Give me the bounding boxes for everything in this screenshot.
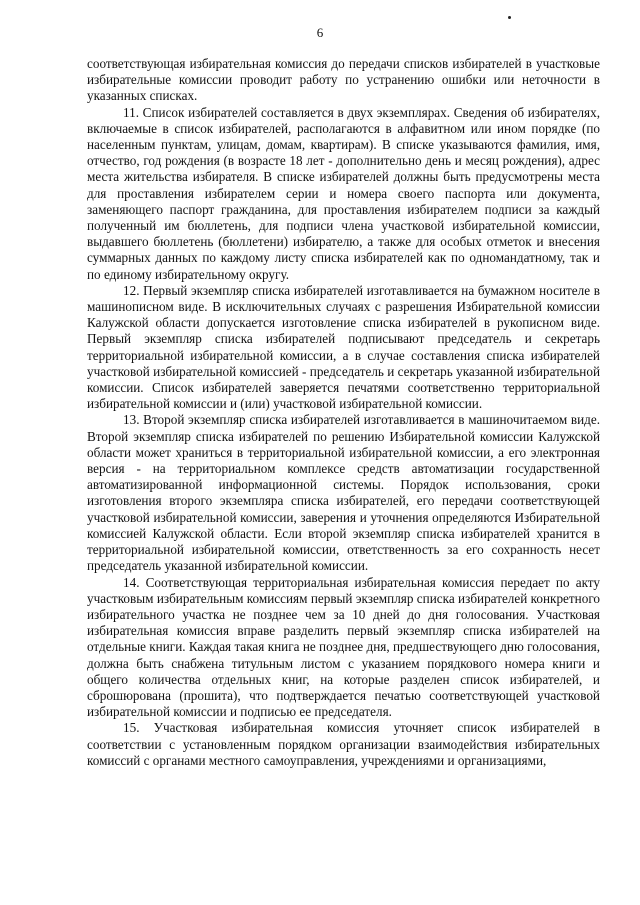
document-body	[87, 56, 600, 769]
page-number: 6	[316, 25, 324, 40]
paragraph-14: 14. Соответствующая территориальная избирательная комиссия передает по акту участковым избирательным комиссиям первый экземпляр списка избирателей конкретного избирательного участка не позднее чем за 10 дней до дня голосования. Участковая избирательная комиссия вправе разделить первый экземпляр списка избирателей на отдельные книги. Каждая такая книга не позднее дня, предшествующего дню голосования, должна быть снабжена титульным листом с указанием порядкового номера книги и общего количества отдельных книг, на которые разделен список избирателей, и сброшюрована (прошита), что подтверждается печатью соответствующей участковой избирательной комиссии и подписью ее председателя.	[87, 574, 600, 720]
paragraph-continuation: соответствующая избирательная комиссия до передачи списков избирателей в участковые избирательные комиссии проводит работу по устранению ошибки или неточности в указанных списках.	[87, 56, 600, 104]
paragraph-15: 15. Участковая избирательная комиссия уточняет список избирателей в соответствии с установленным порядком организации взаимодействия избирательных комиссий с органами местного самоуправления, учреждениями и организациями,	[87, 720, 600, 768]
paragraph-13: 13. Второй экземпляр списка избирателей изготавливается в машиночитаемом виде. Второй экземпляр списка избирателей по решению Избирательной комиссии Калужской области может храниться в территориальной избирательной комиссии, а его электронная версия - на территориальном комплексе средств автоматизации государственной автоматизированной информационной системы. Порядок использования, сроки изготовления второго экземпляра списка избирателей, его передачи соответствующей участковой избирательной комиссии, заверения и уточнения определяются Избирательной комиссией Калужской области. Если второй экземпляр списка избирателей хранится в территориальной избирательной комиссии, ответственность за его сохранность несет председатель указанной избирательной комиссии.	[87, 412, 600, 574]
paragraph-11: 11. Список избирателей составляется в двух экземплярах. Сведения об избирателях, включаемые в список избирателей, располагаются в алфавитном или ином порядке (по населенным пунктам, улицам, домам, квартирам). В списке указываются фамилия, имя, отчество, год рождения (в возрасте 18 лет - дополнительно день и месяц рождения), адрес места жительства избирателя. В списке избирателей должны быть предусмотрены места для проставления избирателем серии и номера своего паспорта или документа, заменяющего паспорт гражданина, для проставления избирателем подписи за каждый полученный им бюллетень, для подписи члена участковой избирательной комиссии, выдавшего бюллетень (бюллетени) избирателю, а также для особых отметок и внесения суммарных данных по каждому листу списка избирателей как по одномандатному, так и по единому избирательному округу.	[87, 104, 600, 282]
scan-speck	[508, 16, 511, 19]
paragraph-12: 12. Первый экземпляр списка избирателей изготавливается на бумажном носителе в машинописном виде. В исключительных случаях с разрешения Избирательной комиссии Калужской области допускается изготовление списка избирателей в рукописном виде. Первый экземпляр списка избирателей подписывают председатель и секретарь территориальной избирательной комиссии, а в случае составления списка избирателей участковой избирательной комиссией - председатель и секретарь указанной избирательной комиссии. Список избирателей заверяется печатями соответственно территориальной избирательной комиссии и (или) участковой избирательной комиссии.	[87, 282, 600, 412]
